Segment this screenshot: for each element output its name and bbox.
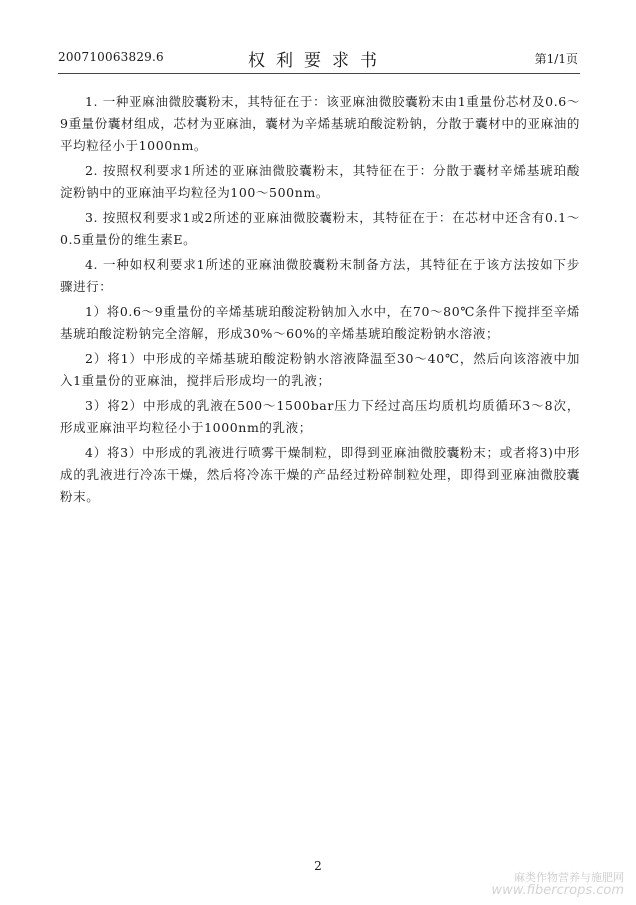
- watermark-site-name: 麻类作物营养与施肥网: [514, 871, 624, 884]
- claim-3: 3. 按照权利要求1或2所述的亚麻油微胶囊粉末，其特征在于：在芯材中还含有0.1～0.5重量份的维生素E。: [60, 210, 580, 247]
- watermark-url: www.fibercrops.com: [491, 883, 624, 898]
- claim-4-step-1: 1）将0.6～9重量份的辛烯基琥珀酸淀粉钠加入水中，在70～80℃条件下搅拌至辛烯基琥珀酸淀粉钠完全溶解，形成30%～60%的辛烯基琥珀酸淀粉钠水溶液；: [60, 304, 580, 341]
- claim-2: 2. 按照权利要求1所述的亚麻油微胶囊粉末，其特征在于：分散于囊材辛烯基琥珀酸淀粉钠中的亚麻油平均粒径为100～500nm。: [60, 163, 580, 200]
- watermark: [491, 871, 624, 897]
- claim-4: 4. 一种如权利要求1所述的亚麻油微胶囊粉末制备方法，其特征在于该方法按如下步骤进行：: [60, 257, 580, 294]
- document-title: 权利要求书: [248, 51, 388, 71]
- page-header: [58, 46, 578, 71]
- header-divider: [58, 73, 580, 74]
- claims-body: [60, 91, 580, 511]
- claim-4-step-3: 3）将2）中形成的乳液在500～1500bar压力下经过高压均质机均质循环3～8次，形成亚麻油平均粒径小于1000nm的乳液；: [60, 398, 580, 435]
- claim-4-step-2: 2）将1）中形成的辛烯基琥珀酸淀粉钠水溶液降温至30～40℃，然后向该溶液中加入1重量份的亚麻油，搅拌后形成均一的乳液；: [60, 351, 580, 388]
- document-number: 200710063829.6: [58, 50, 164, 64]
- page-info: 第1/1页: [534, 52, 578, 66]
- claim-4-step-4: 4）将3）中形成的乳液进行喷雾干燥制粒，即得到亚麻油微胶囊粉末；或者将3)中形成的乳液进行冷冻干燥，然后将冷冻干燥的产品经过粉碎制粒处理，即得到亚麻油微胶囊粉末。: [60, 445, 580, 504]
- claim-1: 1. 一种亚麻油微胶囊粉末，其特征在于：该亚麻油微胶囊粉末由1重量份芯材及0.6～9重量份囊材组成，芯材为亚麻油，囊材为辛烯基琥珀酸淀粉钠，分散于囊材中的亚麻油的平均粒径小于1000nm。: [60, 94, 580, 153]
- page-number: 2: [314, 859, 322, 873]
